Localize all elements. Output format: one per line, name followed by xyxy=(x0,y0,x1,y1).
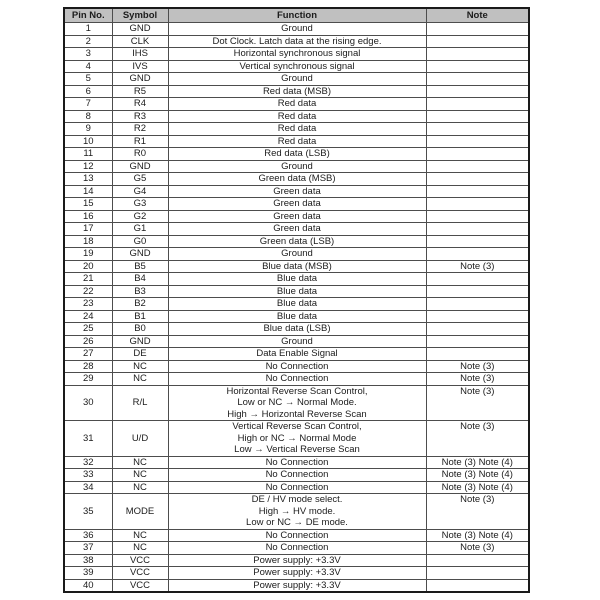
table-row xyxy=(64,135,529,148)
pin-cell: 20 xyxy=(64,260,112,273)
symbol-cell: GND xyxy=(112,73,168,86)
function-line: Blue data xyxy=(276,273,318,284)
table-row xyxy=(64,210,529,223)
table-row xyxy=(64,110,529,123)
column-header-symbol: Symbol xyxy=(112,8,168,23)
note-cell: Note (3) xyxy=(426,542,529,555)
symbol-cell: G1 xyxy=(112,223,168,236)
note-cell xyxy=(426,210,529,223)
table-row xyxy=(64,385,529,421)
function-line: High → Horizontal Reverse Scan xyxy=(227,408,367,420)
pin-cell: 18 xyxy=(64,235,112,248)
note-cell xyxy=(426,285,529,298)
pin-cell: 30 xyxy=(64,385,112,421)
function-line: Blue data xyxy=(276,285,318,297)
table-row xyxy=(64,529,529,542)
pin-assignment-table xyxy=(63,7,530,593)
note-cell: Note (3) xyxy=(426,373,529,386)
table-row xyxy=(64,554,529,567)
symbol-cell: VCC xyxy=(112,567,168,580)
function-line: Low → Vertical Reverse Scan xyxy=(234,444,360,455)
function-cell xyxy=(168,494,426,530)
table-row xyxy=(64,73,529,86)
function-line: Blue data xyxy=(276,298,318,309)
table-row xyxy=(64,348,529,361)
function-line: Ground xyxy=(281,248,313,259)
pin-cell: 8 xyxy=(64,110,112,123)
pin-cell: 11 xyxy=(64,148,112,161)
table-row xyxy=(64,273,529,286)
pin-cell: 37 xyxy=(64,542,112,555)
table-header xyxy=(64,8,529,23)
table-row xyxy=(64,223,529,236)
symbol-cell: R3 xyxy=(112,110,168,123)
symbol-cell: R0 xyxy=(112,148,168,161)
symbol-cell: B2 xyxy=(112,298,168,311)
column-header-function: Function xyxy=(168,8,426,23)
pin-cell: 5 xyxy=(64,73,112,86)
note-cell xyxy=(426,60,529,73)
symbol-cell: GND xyxy=(112,248,168,261)
pin-cell: 19 xyxy=(64,248,112,261)
note-cell xyxy=(426,123,529,136)
header-row xyxy=(64,8,529,23)
table-row xyxy=(64,298,529,311)
pin-cell: 33 xyxy=(64,469,112,482)
note-cell xyxy=(426,98,529,111)
pin-cell: 1 xyxy=(64,23,112,36)
pin-cell: 38 xyxy=(64,554,112,567)
pin-cell: 9 xyxy=(64,123,112,136)
table-row xyxy=(64,373,529,386)
symbol-cell: NC xyxy=(112,542,168,555)
function-cell xyxy=(168,481,426,494)
note-cell: Note (3) Note (4) xyxy=(426,529,529,542)
function-cell xyxy=(168,60,426,73)
symbol-cell: IHS xyxy=(112,48,168,61)
table-row xyxy=(64,48,529,61)
note-cell: Note (3) Note (4) xyxy=(426,469,529,482)
symbol-cell: MODE xyxy=(112,494,168,530)
function-cell xyxy=(168,173,426,186)
function-line: Green data xyxy=(273,223,321,234)
function-line: Data Enable Signal xyxy=(256,348,338,359)
function-cell xyxy=(168,123,426,136)
pin-cell: 26 xyxy=(64,335,112,348)
symbol-cell: R1 xyxy=(112,135,168,148)
function-line: Ground xyxy=(281,73,313,84)
table-row xyxy=(64,323,529,336)
note-cell: Note (3) xyxy=(426,421,529,457)
symbol-cell: CLK xyxy=(112,35,168,48)
table-row xyxy=(64,360,529,373)
pin-cell: 27 xyxy=(64,348,112,361)
note-cell xyxy=(426,273,529,286)
table-row xyxy=(64,185,529,198)
table-row xyxy=(64,148,529,161)
table-row xyxy=(64,481,529,494)
note-cell xyxy=(426,160,529,173)
function-line: No Connection xyxy=(265,529,329,541)
function-line: Blue data xyxy=(276,310,318,322)
symbol-cell: VCC xyxy=(112,554,168,567)
symbol-cell: GND xyxy=(112,160,168,173)
symbol-cell: VCC xyxy=(112,579,168,592)
function-line: Ground xyxy=(281,23,313,34)
table-row xyxy=(64,198,529,211)
pin-cell: 23 xyxy=(64,298,112,311)
function-line: Vertical synchronous signal xyxy=(239,60,355,72)
function-line: Horizontal synchronous signal xyxy=(233,48,361,59)
function-cell xyxy=(168,456,426,469)
note-cell: Note (3) xyxy=(426,494,529,530)
note-cell xyxy=(426,23,529,36)
note-cell xyxy=(426,223,529,236)
symbol-cell: R2 xyxy=(112,123,168,136)
note-cell xyxy=(426,310,529,323)
table-row xyxy=(64,173,529,186)
function-cell xyxy=(168,260,426,273)
function-line: Low or NC → Normal Mode. xyxy=(237,397,357,408)
symbol-cell: NC xyxy=(112,360,168,373)
column-header-pin-no: Pin No. xyxy=(64,8,112,23)
table-row xyxy=(64,23,529,36)
function-line: No Connection xyxy=(265,360,329,372)
column-header-note: Note xyxy=(426,8,529,23)
pin-cell: 24 xyxy=(64,310,112,323)
note-cell: Note (3) xyxy=(426,260,529,273)
function-line: No Connection xyxy=(265,481,329,493)
function-cell xyxy=(168,567,426,580)
symbol-cell: G2 xyxy=(112,210,168,223)
symbol-cell: B4 xyxy=(112,273,168,286)
symbol-cell: R/L xyxy=(112,385,168,421)
symbol-cell: NC xyxy=(112,469,168,482)
function-line: Red data xyxy=(277,123,317,134)
function-cell xyxy=(168,160,426,173)
symbol-cell: G4 xyxy=(112,185,168,198)
note-cell: Note (3) Note (4) xyxy=(426,456,529,469)
function-cell xyxy=(168,248,426,261)
table-row xyxy=(64,123,529,136)
table-row xyxy=(64,579,529,592)
pin-cell: 6 xyxy=(64,85,112,98)
pin-cell: 40 xyxy=(64,579,112,592)
pin-cell: 13 xyxy=(64,173,112,186)
function-line: High or NC → Normal Mode xyxy=(237,432,357,444)
note-cell: Note (3) xyxy=(426,360,529,373)
function-line: Green data xyxy=(273,198,321,209)
table-row xyxy=(64,98,529,111)
function-line: Power supply: +3.3V xyxy=(253,554,341,566)
pin-cell: 17 xyxy=(64,223,112,236)
note-cell xyxy=(426,335,529,348)
pin-cell: 29 xyxy=(64,373,112,386)
function-line: Red data xyxy=(277,110,317,122)
note-cell xyxy=(426,48,529,61)
note-cell: Note (3) xyxy=(426,385,529,421)
function-line: Blue data (MSB) xyxy=(262,260,332,272)
function-cell xyxy=(168,23,426,36)
function-cell xyxy=(168,285,426,298)
function-line: Red data xyxy=(277,98,317,109)
note-cell xyxy=(426,185,529,198)
note-cell xyxy=(426,135,529,148)
pin-cell: 36 xyxy=(64,529,112,542)
table-row xyxy=(64,421,529,457)
function-line: Green data xyxy=(273,210,321,222)
function-cell xyxy=(168,529,426,542)
symbol-cell: B5 xyxy=(112,260,168,273)
symbol-cell: R5 xyxy=(112,85,168,98)
note-cell xyxy=(426,110,529,123)
function-cell xyxy=(168,85,426,98)
note-cell xyxy=(426,579,529,592)
note-cell xyxy=(426,173,529,186)
pin-cell: 22 xyxy=(64,285,112,298)
function-cell xyxy=(168,273,426,286)
note-cell: Note (3) Note (4) xyxy=(426,481,529,494)
note-cell xyxy=(426,323,529,336)
function-line: No Connection xyxy=(265,542,329,553)
table-row xyxy=(64,160,529,173)
symbol-cell: G0 xyxy=(112,235,168,248)
function-line: Green data (LSB) xyxy=(259,235,335,247)
function-line: High → HV mode. xyxy=(258,505,336,517)
function-line: Horizontal Reverse Scan Control, xyxy=(226,385,368,397)
pin-cell: 16 xyxy=(64,210,112,223)
function-cell xyxy=(168,421,426,457)
pin-cell: 4 xyxy=(64,60,112,73)
function-line: Red data (LSB) xyxy=(264,148,330,159)
function-cell xyxy=(168,323,426,336)
table-row xyxy=(64,235,529,248)
pin-cell: 2 xyxy=(64,35,112,48)
table-row xyxy=(64,85,529,98)
symbol-cell: IVS xyxy=(112,60,168,73)
symbol-cell: G3 xyxy=(112,198,168,211)
function-line: Ground xyxy=(281,160,313,172)
table-row xyxy=(64,260,529,273)
note-cell xyxy=(426,298,529,311)
note-cell xyxy=(426,148,529,161)
function-cell xyxy=(168,185,426,198)
note-cell xyxy=(426,554,529,567)
symbol-cell: B0 xyxy=(112,323,168,336)
function-line: Power supply: +3.3V xyxy=(253,579,341,591)
function-cell xyxy=(168,98,426,111)
function-line: Green data (MSB) xyxy=(258,173,336,184)
pin-cell: 14 xyxy=(64,185,112,198)
table-row xyxy=(64,469,529,482)
table-row xyxy=(64,248,529,261)
pin-cell: 35 xyxy=(64,494,112,530)
note-cell xyxy=(426,348,529,361)
function-line: Dot Clock. Latch data at the rising edge. xyxy=(212,35,382,47)
table-body xyxy=(64,23,529,593)
pin-cell: 28 xyxy=(64,360,112,373)
function-line: DE / HV mode select. xyxy=(251,494,343,505)
pin-cell: 34 xyxy=(64,481,112,494)
symbol-cell: NC xyxy=(112,529,168,542)
function-cell xyxy=(168,110,426,123)
symbol-cell: DE xyxy=(112,348,168,361)
symbol-cell: NC xyxy=(112,481,168,494)
function-line: Low or NC → DE mode. xyxy=(246,517,348,528)
function-cell xyxy=(168,335,426,348)
function-cell xyxy=(168,210,426,223)
pin-cell: 3 xyxy=(64,48,112,61)
function-cell xyxy=(168,579,426,592)
function-cell xyxy=(168,48,426,61)
table-row xyxy=(64,310,529,323)
pin-cell: 12 xyxy=(64,160,112,173)
table-row xyxy=(64,567,529,580)
table-row xyxy=(64,335,529,348)
note-cell xyxy=(426,73,529,86)
symbol-cell: NC xyxy=(112,373,168,386)
function-line: Vertical Reverse Scan Control, xyxy=(232,421,362,432)
function-line: Red data xyxy=(277,135,317,147)
symbol-cell: GND xyxy=(112,23,168,36)
table-row xyxy=(64,494,529,530)
pin-cell: 31 xyxy=(64,421,112,457)
symbol-cell: G5 xyxy=(112,173,168,186)
note-cell xyxy=(426,248,529,261)
function-cell xyxy=(168,373,426,386)
function-line: Red data (MSB) xyxy=(262,85,332,97)
function-cell xyxy=(168,310,426,323)
pin-cell: 15 xyxy=(64,198,112,211)
function-line: No Connection xyxy=(265,456,329,468)
function-cell xyxy=(168,554,426,567)
note-cell xyxy=(426,85,529,98)
function-line: Ground xyxy=(281,335,313,347)
function-cell xyxy=(168,73,426,86)
note-cell xyxy=(426,35,529,48)
function-line: No Connection xyxy=(265,469,329,480)
function-cell xyxy=(168,235,426,248)
pin-cell: 25 xyxy=(64,323,112,336)
function-cell xyxy=(168,298,426,311)
function-line: Blue data (LSB) xyxy=(263,323,331,334)
function-line: No Connection xyxy=(265,373,329,384)
function-cell xyxy=(168,348,426,361)
function-cell xyxy=(168,469,426,482)
table-row xyxy=(64,456,529,469)
note-cell xyxy=(426,567,529,580)
note-cell xyxy=(426,198,529,211)
symbol-cell: NC xyxy=(112,456,168,469)
function-cell xyxy=(168,135,426,148)
table-row xyxy=(64,35,529,48)
pin-cell: 32 xyxy=(64,456,112,469)
pin-cell: 7 xyxy=(64,98,112,111)
pin-cell: 21 xyxy=(64,273,112,286)
function-cell xyxy=(168,223,426,236)
pin-cell: 10 xyxy=(64,135,112,148)
table-row xyxy=(64,60,529,73)
table-row xyxy=(64,542,529,555)
function-line: Power supply: +3.3V xyxy=(253,567,341,578)
function-line: Green data xyxy=(273,185,321,197)
function-cell xyxy=(168,542,426,555)
symbol-cell: B3 xyxy=(112,285,168,298)
function-cell xyxy=(168,35,426,48)
symbol-cell: U/D xyxy=(112,421,168,457)
note-cell xyxy=(426,235,529,248)
function-cell xyxy=(168,148,426,161)
symbol-cell: R4 xyxy=(112,98,168,111)
function-cell xyxy=(168,385,426,421)
pin-cell: 39 xyxy=(64,567,112,580)
table-row xyxy=(64,285,529,298)
symbol-cell: B1 xyxy=(112,310,168,323)
function-cell xyxy=(168,360,426,373)
symbol-cell: GND xyxy=(112,335,168,348)
function-cell xyxy=(168,198,426,211)
